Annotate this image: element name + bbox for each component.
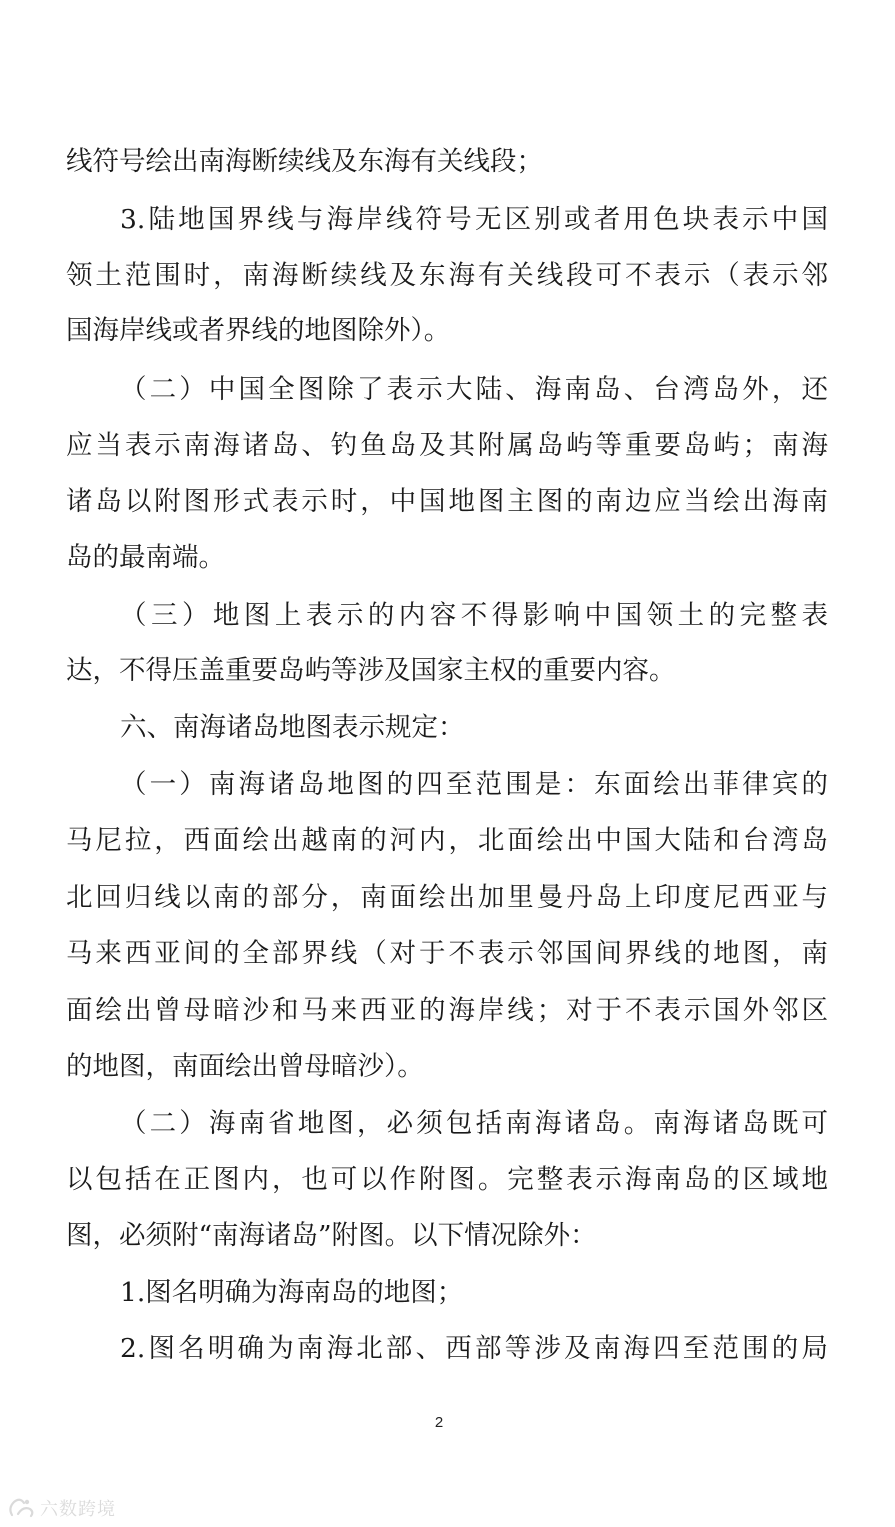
watermark [6, 1495, 116, 1521]
section-heading-six: 六、南海诸岛地图表示规定： [120, 712, 465, 743]
text-line-19: 以包括在正图内，也可以作附图。完整表示海南岛的区域地 [66, 1164, 828, 1195]
text-line-12: （一）南海诸岛地图的四至范围是：东面绘出菲律宾的 [120, 769, 828, 800]
text-line-5: （二）中国全图除了表示大陆、海南岛、台湾岛外，还 [120, 374, 828, 405]
text-line-10: 达，不得压盖重要岛屿等涉及国家主权的重要内容。 [66, 655, 676, 686]
text-line-18: （二）海南省地图，必须包括南海诸岛。南海诸岛既可 [120, 1108, 828, 1139]
text-line-17: 的地图，南面绘出曾母暗沙）。 [66, 1051, 424, 1082]
text-line-6: 应当表示南海诸岛、钓鱼岛及其附属岛屿等重要岛屿；南海 [66, 430, 828, 461]
text-line-4: 国海岸线或者界线的地图除外）。 [66, 315, 451, 346]
text-line-13: 马尼拉，西面绘出越南的河内，北面绘出中国大陆和台湾岛 [66, 825, 828, 856]
text-line-7: 诸岛以附图形式表示时，中国地图主图的南边应当绘出海南 [66, 486, 828, 517]
text-line-8: 岛的最南端。 [66, 542, 225, 573]
brand-logo-icon [6, 1497, 36, 1519]
text-line-20: 图，必须附“南海诸岛”附图。以下情况除外： [66, 1220, 597, 1251]
text-line-22: 2.图名明确为南海北部、西部等涉及南海四至范围的局 [120, 1333, 828, 1364]
text-line-16: 面绘出曾母暗沙和马来西亚的海岸线；对于不表示国外邻区 [66, 995, 828, 1026]
text-line-3: 领土范围时，南海断续线及东海有关线段可不表示（表示邻 [66, 260, 828, 291]
text-line-14: 北回归线以南的部分，南面绘出加里曼丹岛上印度尼西亚与 [66, 882, 828, 913]
text-line-9: （三）地图上表示的内容不得影响中国领土的完整表 [120, 600, 828, 631]
text-line-15: 马来西亚间的全部界线（对于不表示邻国间界线的地图，南 [66, 938, 828, 969]
text-line-2: 3.陆地国界线与海岸线符号无区别或者用色块表示中国 [120, 204, 828, 235]
watermark-text: 六数跨境 [40, 1499, 116, 1520]
page-number: 2 [434, 1414, 444, 1431]
text-line-21: 1.图名明确为海南岛的地图； [120, 1277, 464, 1308]
text-line-1: 线符号绘出南海断续线及东海有关线段； [66, 146, 543, 177]
